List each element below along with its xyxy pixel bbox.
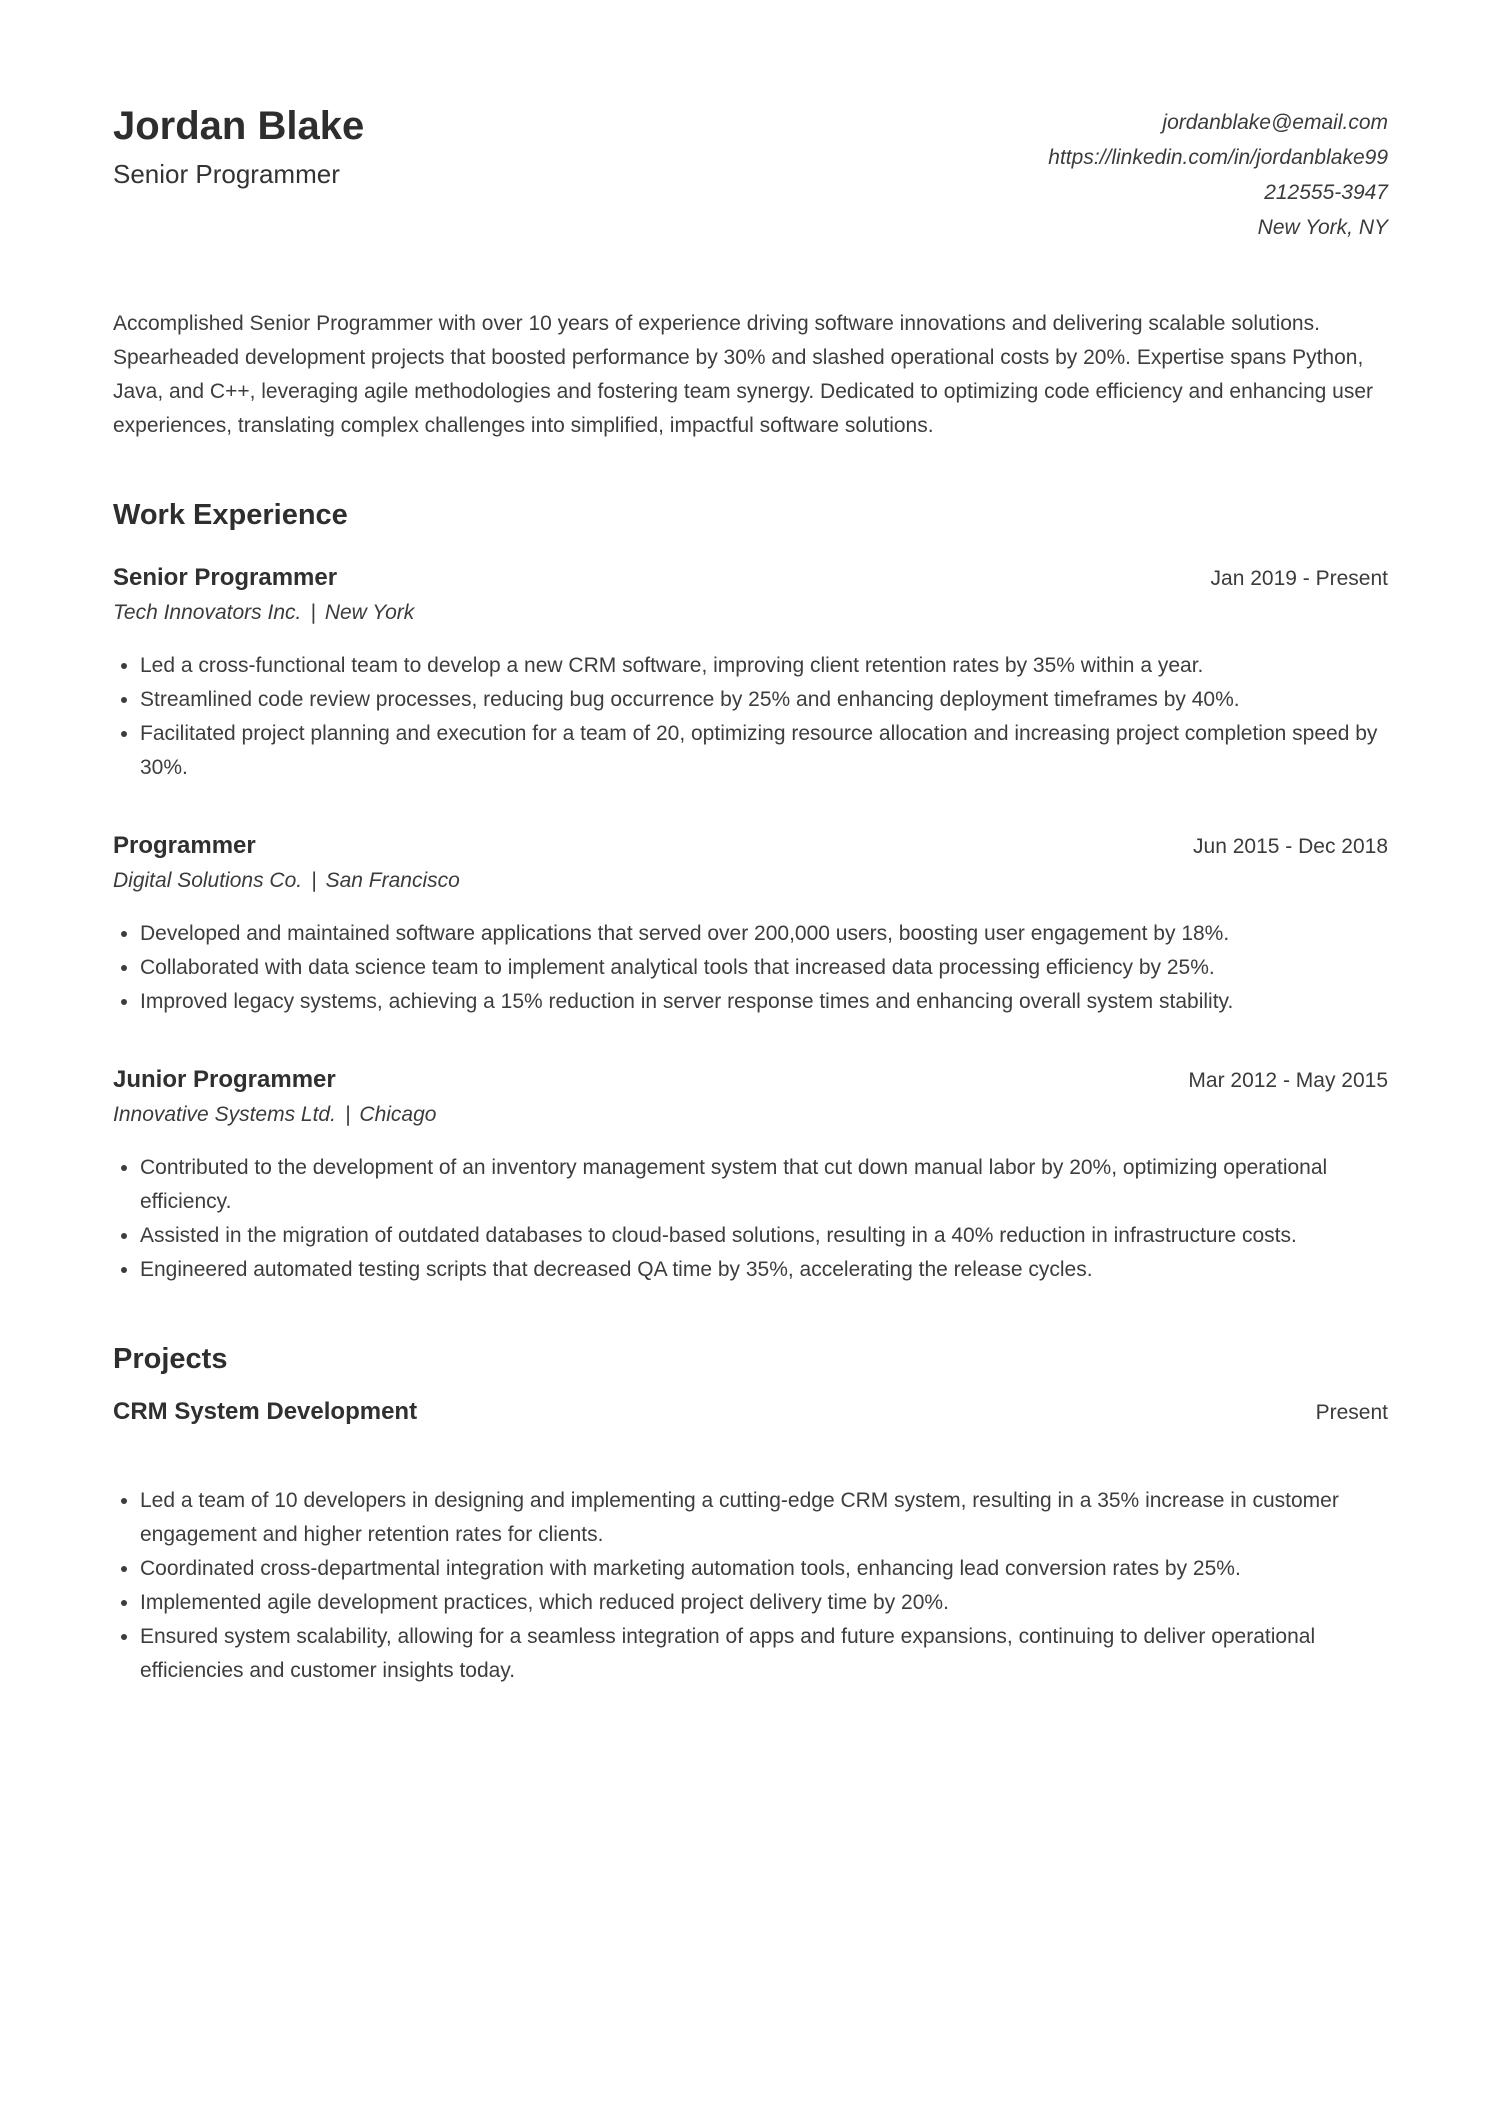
project-dates: Present — [1315, 1401, 1388, 1424]
projects-section — [113, 1339, 1388, 1688]
project-bullet: • Implemented agile development practices, which reduced project delivery time by 20%. — [140, 1586, 1388, 1620]
job-bullet: • Assisted in the migration of outdated databases to cloud-based solutions, resulting in a 40% reduction in infrastructure costs. — [140, 1219, 1388, 1253]
job-bullet: • Contributed to the development of an inventory management system that cut down manual labor by 20%, optimizing operational efficiency. — [140, 1151, 1388, 1219]
job-entry-programmer — [113, 829, 1388, 1019]
job-bullet: • Streamlined code review processes, reducing bug occurrence by 25% and enhancing deployment timeframes by 40%. — [140, 683, 1388, 717]
project-bullet: • Ensured system scalability, allowing for a seamless integration of apps and future expansions, continuing to deliver operational efficiencies and customer insights today. — [140, 1620, 1388, 1688]
job-bullet-list — [113, 917, 1388, 1019]
job-dates: Jun 2015 - Dec 2018 — [1193, 835, 1388, 858]
contact-location: New York, NY — [1257, 216, 1388, 239]
company-location-separator: | — [311, 869, 317, 892]
contact-linkedin-url[interactable]: https://linkedin.com/in/jordanblake99 — [1048, 146, 1388, 169]
person-job-headline: Senior Programmer — [113, 159, 340, 189]
job-location: New York — [324, 601, 415, 624]
identity-block — [113, 100, 364, 192]
contact-phone: 212555-3947 — [1264, 181, 1388, 204]
project-bullet: • Coordinated cross-departmental integration with marketing automation tools, enhancing lead conversion rates by 25%. — [140, 1552, 1388, 1586]
job-company-line — [113, 1098, 1388, 1131]
job-header-row — [113, 561, 1388, 594]
section-title-projects: Projects — [113, 1343, 228, 1375]
job-bullet: • Facilitated project planning and execution for a team of 20, optimizing resource allocation and increasing project completion speed by 30%. — [140, 717, 1388, 785]
job-bullet: • Improved legacy systems, achieving a 15% reduction in server response times and enhancing overall system stability. — [140, 985, 1388, 1019]
job-title: Programmer — [113, 832, 256, 859]
job-bullet: • Collaborated with data science team to implement analytical tools that increased data processing efficiency by 25%. — [140, 951, 1388, 985]
project-header-row — [113, 1395, 1388, 1428]
person-name: Jordan Blake — [113, 104, 365, 148]
company-name: Digital Solutions Co. — [113, 869, 303, 892]
job-bullet-list — [113, 649, 1388, 785]
job-bullet: • Engineered automated testing scripts that decreased QA time by 35%, accelerating the release cycles. — [140, 1253, 1388, 1287]
company-name: Innovative Systems Ltd. — [113, 1103, 336, 1126]
contact-block — [1048, 100, 1388, 245]
job-bullet: • Led a cross-functional team to develop a new CRM software, improving client retention rates by 35% within a year. — [140, 649, 1388, 683]
project-title: CRM System Development — [113, 1398, 418, 1425]
company-name: Tech Innovators Inc. — [113, 601, 302, 624]
project-bullet-list — [113, 1484, 1388, 1688]
job-company-line — [113, 596, 1388, 629]
job-title: Senior Programmer — [113, 564, 338, 591]
job-location: San Francisco — [325, 869, 460, 892]
job-entry-senior-programmer — [113, 561, 1388, 785]
contact-email[interactable]: jordanblake@email.com — [1162, 111, 1388, 134]
job-bullet: • Developed and maintained software applications that served over 200,000 users, boosting user engagement by 18%. — [140, 917, 1388, 951]
job-dates: Jan 2019 - Present — [1210, 567, 1388, 590]
resume-header — [113, 100, 1388, 245]
job-dates: Mar 2012 - May 2015 — [1188, 1069, 1388, 1092]
job-location: Chicago — [359, 1103, 437, 1126]
section-title-work-experience: Work Experience — [113, 499, 348, 531]
company-location-separator: | — [310, 601, 316, 624]
project-bullet: • Led a team of 10 developers in designing and implementing a cutting-edge CRM system, resulting in a 35% increase in customer engagement and higher retention rates for clients. — [140, 1484, 1388, 1552]
work-experience-section — [113, 495, 1388, 1287]
project-entry-crm-system — [113, 1395, 1388, 1688]
company-location-separator: | — [344, 1103, 351, 1126]
job-bullet-list — [113, 1151, 1388, 1287]
job-company-line — [113, 864, 1388, 897]
job-title: Junior Programmer — [113, 1066, 336, 1093]
job-entry-junior-programmer — [113, 1063, 1388, 1287]
professional-summary: Accomplished Senior Programmer with over 10 years of experience driving software innovations and delivering scalable solutions. Spearheaded development projects that boosted performance by 30% and slashed operational costs by 20%. Expertise spans Python, Java, and C++, leveraging agile methodologies and fostering team synergy. Dedicated to optimizing code efficiency and enhancing user experiences, translating complex challenges into simplified, impactful software solutions. — [113, 312, 1373, 437]
job-header-row — [113, 829, 1388, 862]
job-header-row — [113, 1063, 1388, 1096]
